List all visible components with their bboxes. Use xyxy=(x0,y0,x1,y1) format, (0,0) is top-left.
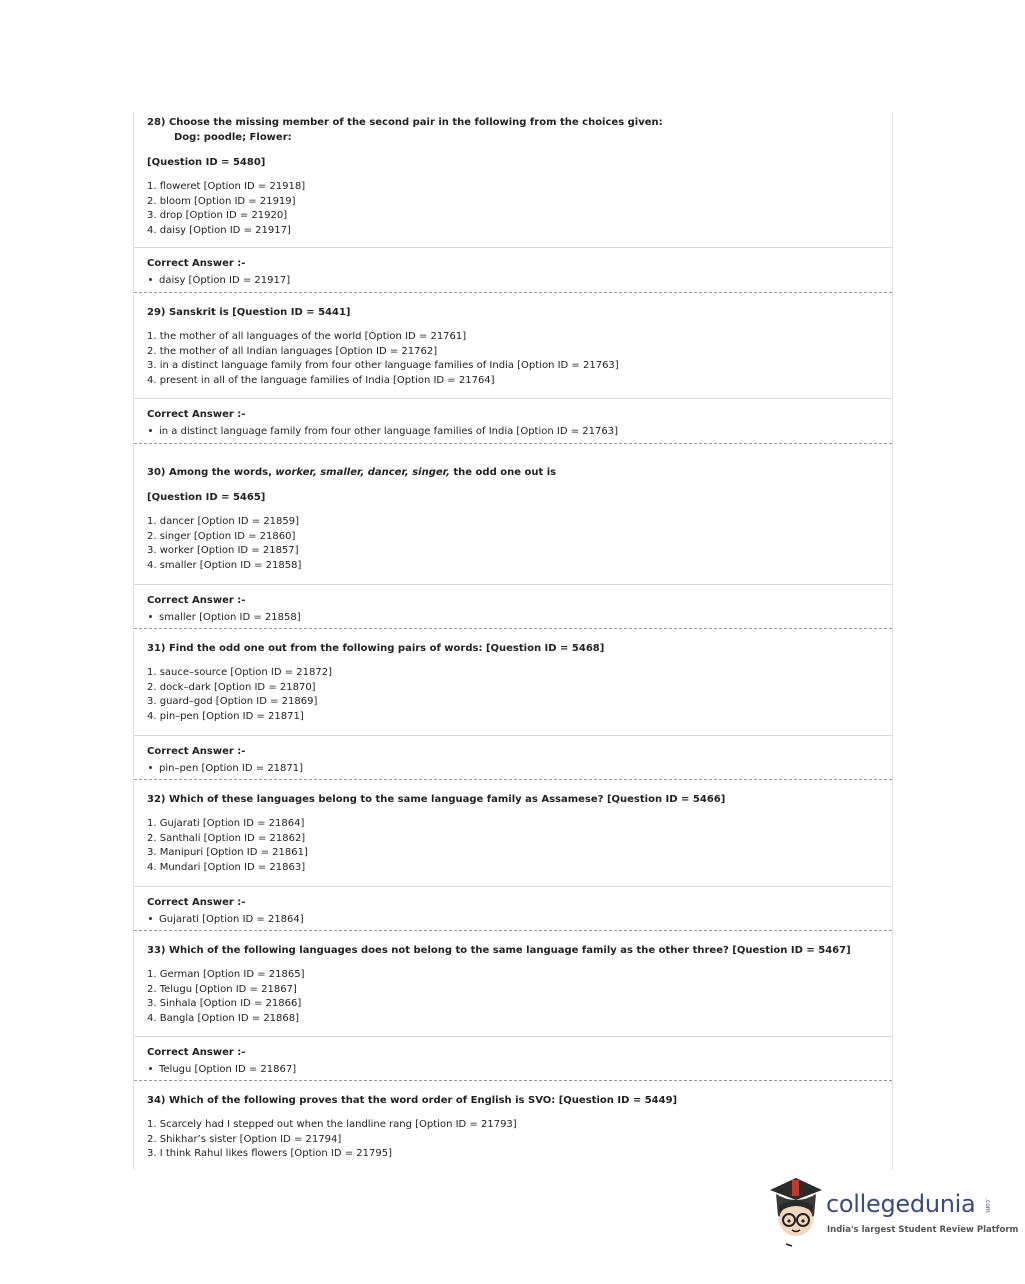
question-30 xyxy=(134,465,892,573)
option-item: 3. I think Rahul likes flowers [Option ID = 21795] xyxy=(147,1148,393,1160)
logo-tagline: India's largest Student Review Platform xyxy=(827,1225,1019,1235)
correct-answer-value: in a distinct language family from four other language families of India [Option ID = 21763] xyxy=(159,426,618,437)
question-title: 28) Choose the missing member of the second pair in the following from the choices given: Dog: poodle; Flower: xyxy=(147,115,892,145)
option-item: 4. Bangla [Option ID = 21868] xyxy=(147,1012,300,1024)
question-divider xyxy=(134,292,892,293)
correct-answer-block xyxy=(134,247,892,288)
option-item: 1. the mother of all languages of the world [Option ID = 21761] xyxy=(147,331,467,342)
options-list xyxy=(147,817,892,875)
correct-answer-value: smaller [Option ID = 21858] xyxy=(159,612,301,623)
question-title: 34) Which of the following proves that the word order of English is SVO: [Question ID = 5449] xyxy=(147,1095,678,1106)
mascot-icon xyxy=(766,1176,826,1248)
question-subtitle: Dog: poodle; Flower: xyxy=(174,132,292,143)
option-item: 4. smaller [Option ID = 21858] xyxy=(147,559,302,571)
question-divider xyxy=(134,930,892,931)
option-item: 1. sauce–source [Option ID = 21872] xyxy=(147,667,332,678)
options-list xyxy=(147,1118,892,1162)
options-list xyxy=(147,515,892,573)
option-item: 2. the mother of all Indian languages [Option ID = 21762] xyxy=(147,345,438,357)
question-paper xyxy=(133,112,893,1170)
correct-answer-value: Gujarati [Option ID = 21864] xyxy=(159,914,304,925)
correct-answer-value: daisy [Option ID = 21917] xyxy=(159,275,291,286)
correct-answer-block xyxy=(134,886,892,927)
bullet-icon xyxy=(149,615,152,618)
collegedunia-logo xyxy=(766,1176,1019,1248)
option-item: 4. pin–pen [Option ID = 21871] xyxy=(147,710,304,722)
question-title: 32) Which of these languages belong to the same language family as Assamese? [Question ID = 5466] xyxy=(147,794,726,805)
options-list xyxy=(147,968,892,1026)
bullet-icon xyxy=(149,278,152,281)
question-28 xyxy=(134,115,892,238)
option-item: 4. daisy [Option ID = 21917] xyxy=(147,224,291,236)
question-29 xyxy=(134,305,892,388)
correct-answer-label: Correct Answer :- xyxy=(147,595,246,606)
bullet-icon xyxy=(149,766,152,769)
option-item: 3. Sinhala [Option ID = 21866] xyxy=(147,998,302,1010)
question-divider xyxy=(134,1080,892,1081)
correct-answer-label: Correct Answer :- xyxy=(147,1047,246,1058)
question-31 xyxy=(134,641,892,724)
option-item: 2. dock–dark [Option ID = 21870] xyxy=(147,681,316,693)
correct-answer-block xyxy=(134,398,892,439)
option-item: 4. present in all of the language families of India [Option ID = 21764] xyxy=(147,374,495,386)
bullet-icon xyxy=(149,429,152,432)
option-item: 3. guard–god [Option ID = 21869] xyxy=(147,696,318,708)
question-id: [Question ID = 5465] xyxy=(147,492,266,503)
correct-answer-label: Correct Answer :- xyxy=(147,897,246,908)
option-item: 2. Shikhar’s sister [Option ID = 21794] xyxy=(147,1133,342,1145)
correct-answer-block xyxy=(134,735,892,776)
question-divider xyxy=(134,628,892,629)
question-34 xyxy=(134,1093,892,1162)
options-list xyxy=(147,180,892,238)
question-id: [Question ID = 5480] xyxy=(147,157,266,168)
correct-answer-block xyxy=(134,1036,892,1077)
bullet-icon xyxy=(149,1067,152,1070)
options-list xyxy=(147,330,892,388)
option-item: 4. Mundari [Option ID = 21863] xyxy=(147,861,306,873)
question-33 xyxy=(134,943,892,1026)
option-item: 2. Santhali [Option ID = 21862] xyxy=(147,832,306,844)
correct-answer-value: pin–pen [Option ID = 21871] xyxy=(159,763,304,774)
question-32 xyxy=(134,792,892,875)
correct-answer-label: Correct Answer :- xyxy=(147,746,246,757)
correct-answer-block xyxy=(134,584,892,625)
option-item: 1. Gujarati [Option ID = 21864] xyxy=(147,818,305,829)
logo-brand: collegedunia xyxy=(826,1190,976,1218)
option-item: 1. dancer [Option ID = 21859] xyxy=(147,516,300,527)
question-title: 29) Sanskrit is [Question ID = 5441] xyxy=(147,307,351,318)
question-divider xyxy=(134,443,892,444)
option-item: 2. singer [Option ID = 21860] xyxy=(147,530,296,542)
question-title: 31) Find the odd one out from the following pairs of words: [Question ID = 5468] xyxy=(147,643,605,654)
options-list xyxy=(147,666,892,724)
correct-answer-value: Telugu [Option ID = 21867] xyxy=(159,1064,297,1075)
bullet-icon xyxy=(149,917,152,920)
correct-answer-label: Correct Answer :- xyxy=(147,409,246,420)
option-item: 2. bloom [Option ID = 21919] xyxy=(147,195,296,207)
option-item: 2. Telugu [Option ID = 21867] xyxy=(147,983,297,995)
logo-tld: .com xyxy=(984,1198,991,1213)
option-item: 3. worker [Option ID = 21857] xyxy=(147,545,299,557)
option-item: 1. German [Option ID = 21865] xyxy=(147,969,305,980)
option-item: 1. Scarcely had I stepped out when the landline rang [Option ID = 21793] xyxy=(147,1119,517,1130)
question-divider xyxy=(134,779,892,780)
option-item: 3. drop [Option ID = 21920] xyxy=(147,210,288,222)
correct-answer-label: Correct Answer :- xyxy=(147,258,246,269)
option-item: 3. in a distinct language family from four other language families of India [Option ID = 21763] xyxy=(147,360,619,372)
question-title: 33) Which of the following languages does not belong to the same language family as the other three? [Question ID = 5467] xyxy=(147,945,851,956)
option-item: 1. floweret [Option ID = 21918] xyxy=(147,181,306,192)
option-item: 3. Manipuri [Option ID = 21861] xyxy=(147,847,308,859)
question-title: 30) Among the words, worker, smaller, dancer, singer, the odd one out is xyxy=(147,467,557,478)
